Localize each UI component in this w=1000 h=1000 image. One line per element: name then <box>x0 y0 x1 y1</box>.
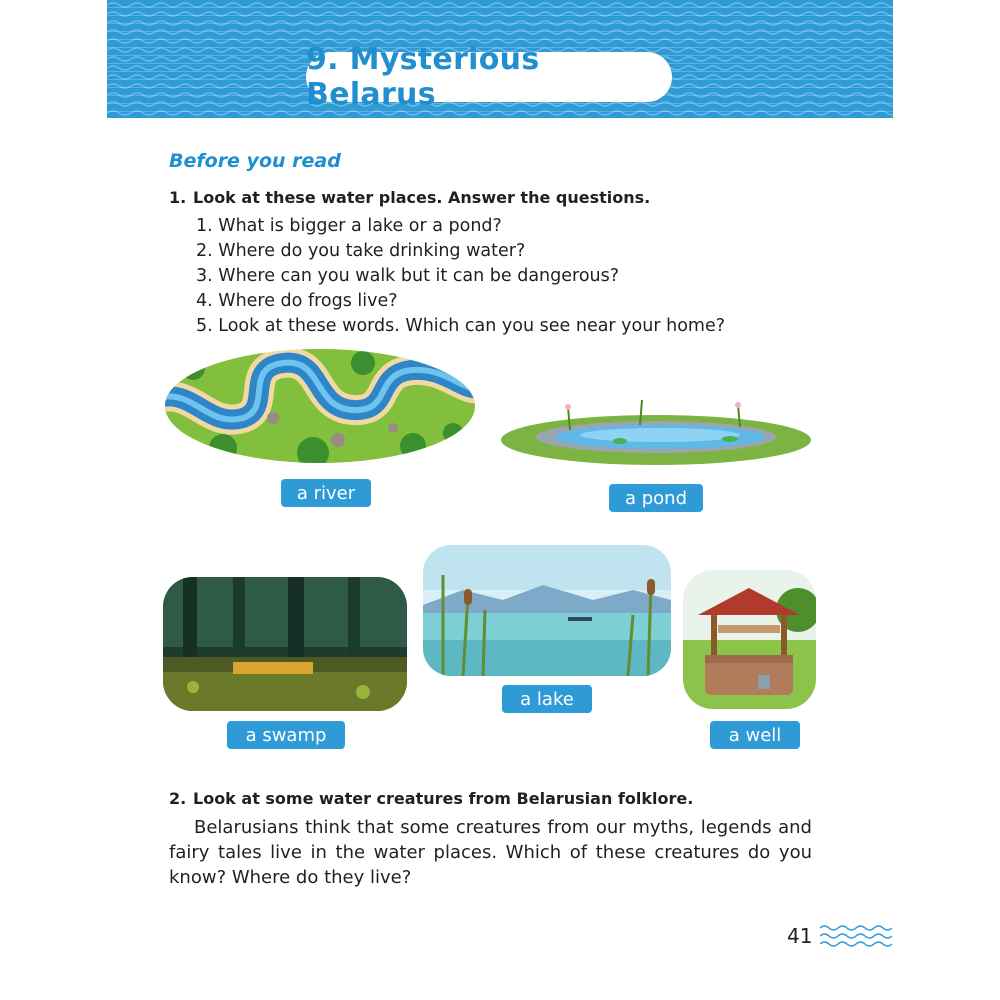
chapter-title: 9. Mysterious Belarus <box>306 42 540 112</box>
question-list <box>196 214 725 339</box>
question-item: 2. Where do you take drinking water? <box>196 241 526 261</box>
pond-label: a pond <box>609 484 703 512</box>
river-illustration <box>163 348 478 466</box>
task-1-text: Look at these water places. Answer the questions. <box>193 188 651 207</box>
task-1-instruction <box>169 188 650 207</box>
question-item: 1. What is bigger a lake or a pond? <box>196 216 502 236</box>
section-heading: Before you read <box>169 150 341 172</box>
task-2-instruction <box>169 789 693 808</box>
task-1-number: 1. <box>169 188 187 207</box>
question-item: 5. Look at these words. Which can you see near your home? <box>196 316 725 336</box>
lake-illustration <box>423 545 671 676</box>
swamp-illustration <box>163 577 407 711</box>
page-number: 41 <box>787 924 813 948</box>
river-label: a river <box>281 479 371 507</box>
task-2-paragraph: Belarusians think that some creatures from our myths, legends and fairy tales live in the water places. Which of these creatures do you know? Where do they live? <box>169 817 812 888</box>
pond-illustration <box>500 395 812 470</box>
task-2-text: Look at some water creatures from Belarusian folklore. <box>193 789 694 808</box>
question-item: 3. Where can you walk but it can be dangerous? <box>196 266 620 286</box>
page-wave-icon <box>820 924 894 950</box>
chapter-title-pill <box>306 42 672 112</box>
well-illustration <box>683 570 816 709</box>
swamp-label: a swamp <box>227 721 345 749</box>
lake-label: a lake <box>502 685 592 713</box>
task-2-number: 2. <box>169 789 187 808</box>
chapter-banner <box>107 0 893 118</box>
question-item: 4. Where do frogs live? <box>196 291 398 311</box>
well-label: a well <box>710 721 800 749</box>
